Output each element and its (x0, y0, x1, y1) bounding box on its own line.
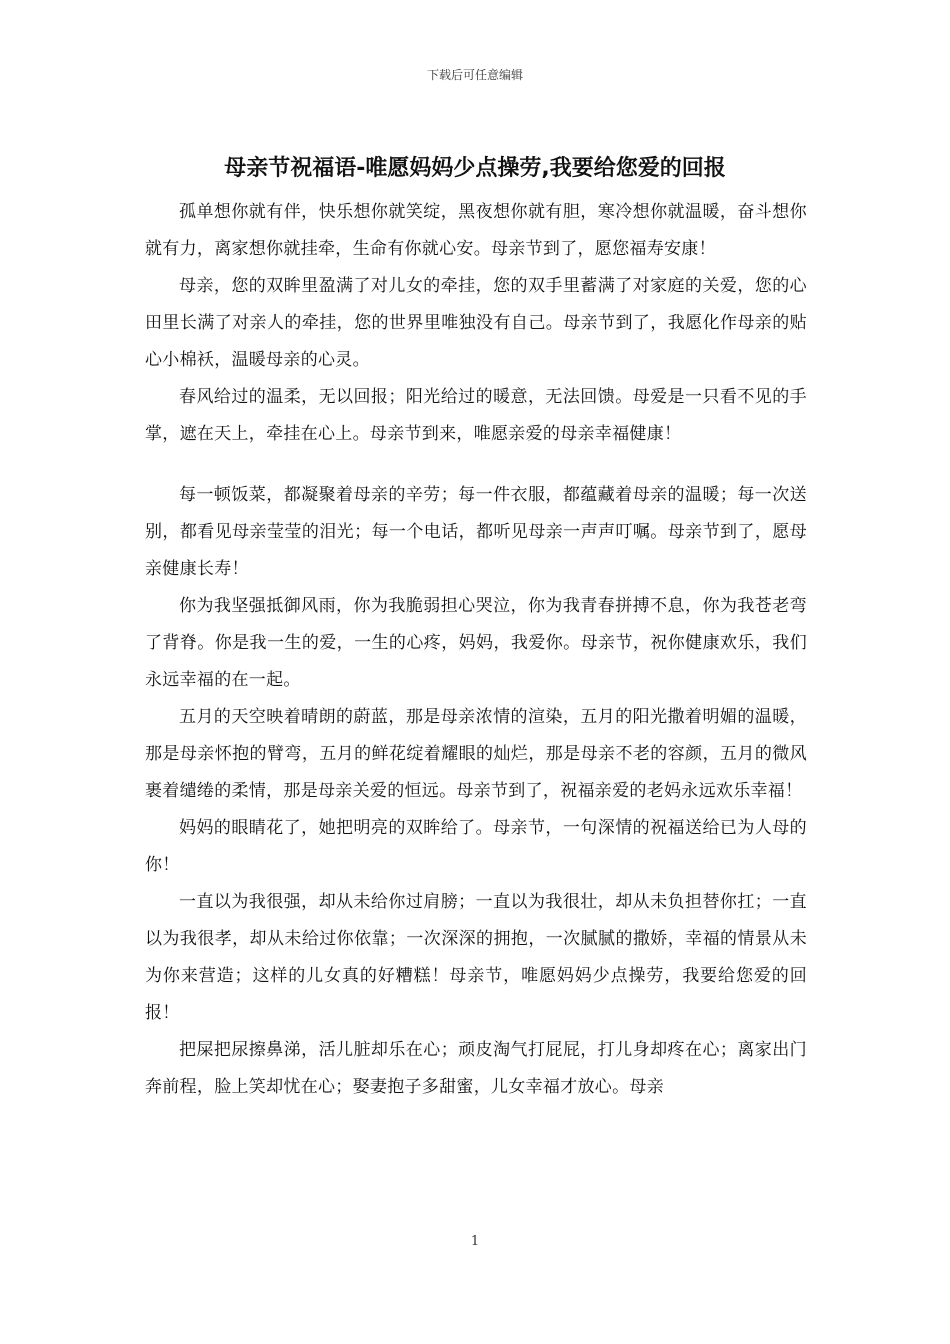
paragraph-9: 把屎把尿擦鼻涕，活儿脏却乐在心；顽皮淘气打屁屁，打儿身却疼在心；离家出门奔前程，脸上笑却忧在心；娶妻抱子多甜蜜，儿女幸福才放心。母亲 (145, 1040, 807, 1097)
paragraph-4: 每一顿饭菜，都凝聚着母亲的辛劳；每一件衣服，都蕴藏着母亲的温暖；每一次送别，都看见母亲莹莹的泪光；每一个电话，都听见母亲一声声叮嘱。母亲节到了，愿母亲健康长寿！ (145, 485, 807, 579)
paragraph-3: 春风给过的温柔，无以回报；阳光给过的暖意，无法回馈。母爱是一只看不见的手掌，遮在天上，牵挂在心上。母亲节到来，唯愿亲爱的母亲幸福健康！ (145, 387, 807, 444)
paragraph-1: 孤单想你就有伴，快乐想你就笑绽，黑夜想你就有胆，寒冷想你就温暖，奋斗想你就有力，离家想你就挂牵，生命有你就心安。母亲节到了，愿您福寿安康！ (145, 202, 807, 259)
header-note: 下载后可任意编辑 (426, 68, 523, 82)
document-body (145, 194, 807, 1106)
paragraph-8: 一直以为我很强，却从未给你过肩膀；一直以为我很壮，却从未负担替你扛；一直以为我很孝，却从未给过你依靠；一次深深的拥抱，一次腻腻的撒娇，幸福的情景从未为你来营造；这样的儿女真的好糟糕！母亲节，唯愿妈妈少点操劳，我要给您爱的回报！ (145, 892, 807, 1023)
page-number: 1 (470, 1234, 480, 1249)
paragraph-7: 妈妈的眼睛花了，她把明亮的双眸给了。母亲节，一句深情的祝福送给已为人母的你！ (145, 818, 807, 875)
paragraph-2: 母亲，您的双眸里盈满了对儿女的牵挂，您的双手里蓄满了对家庭的关爱，您的心田里长满了对亲人的牵挂，您的世界里唯独没有自己。母亲节到了，我愿化作母亲的贴心小棉袄，温暖母亲的心灵。 (145, 276, 807, 370)
paragraph-5: 你为我坚强抵御风雨，你为我脆弱担心哭泣，你为我青春拼搏不息，你为我苍老弯了背脊。你是我一生的爱，一生的心疼，妈妈，我爱你。母亲节，祝你健康欢乐，我们永远幸福的在一起。 (145, 596, 807, 690)
paragraph-6: 五月的天空映着晴朗的蔚蓝，那是母亲浓情的渲染，五月的阳光撒着明媚的温暖，那是母亲怀抱的臂弯，五月的鲜花绽着耀眼的灿烂，那是母亲不老的容颜，五月的微风裹着缱绻的柔情，那是母亲关爱的恒远。母亲节到了，祝福亲爱的老妈永远欢乐幸福！ (145, 707, 807, 801)
document-title: 母亲节祝福语-唯愿妈妈少点操劳,我要给您爱的回报 (224, 156, 726, 181)
